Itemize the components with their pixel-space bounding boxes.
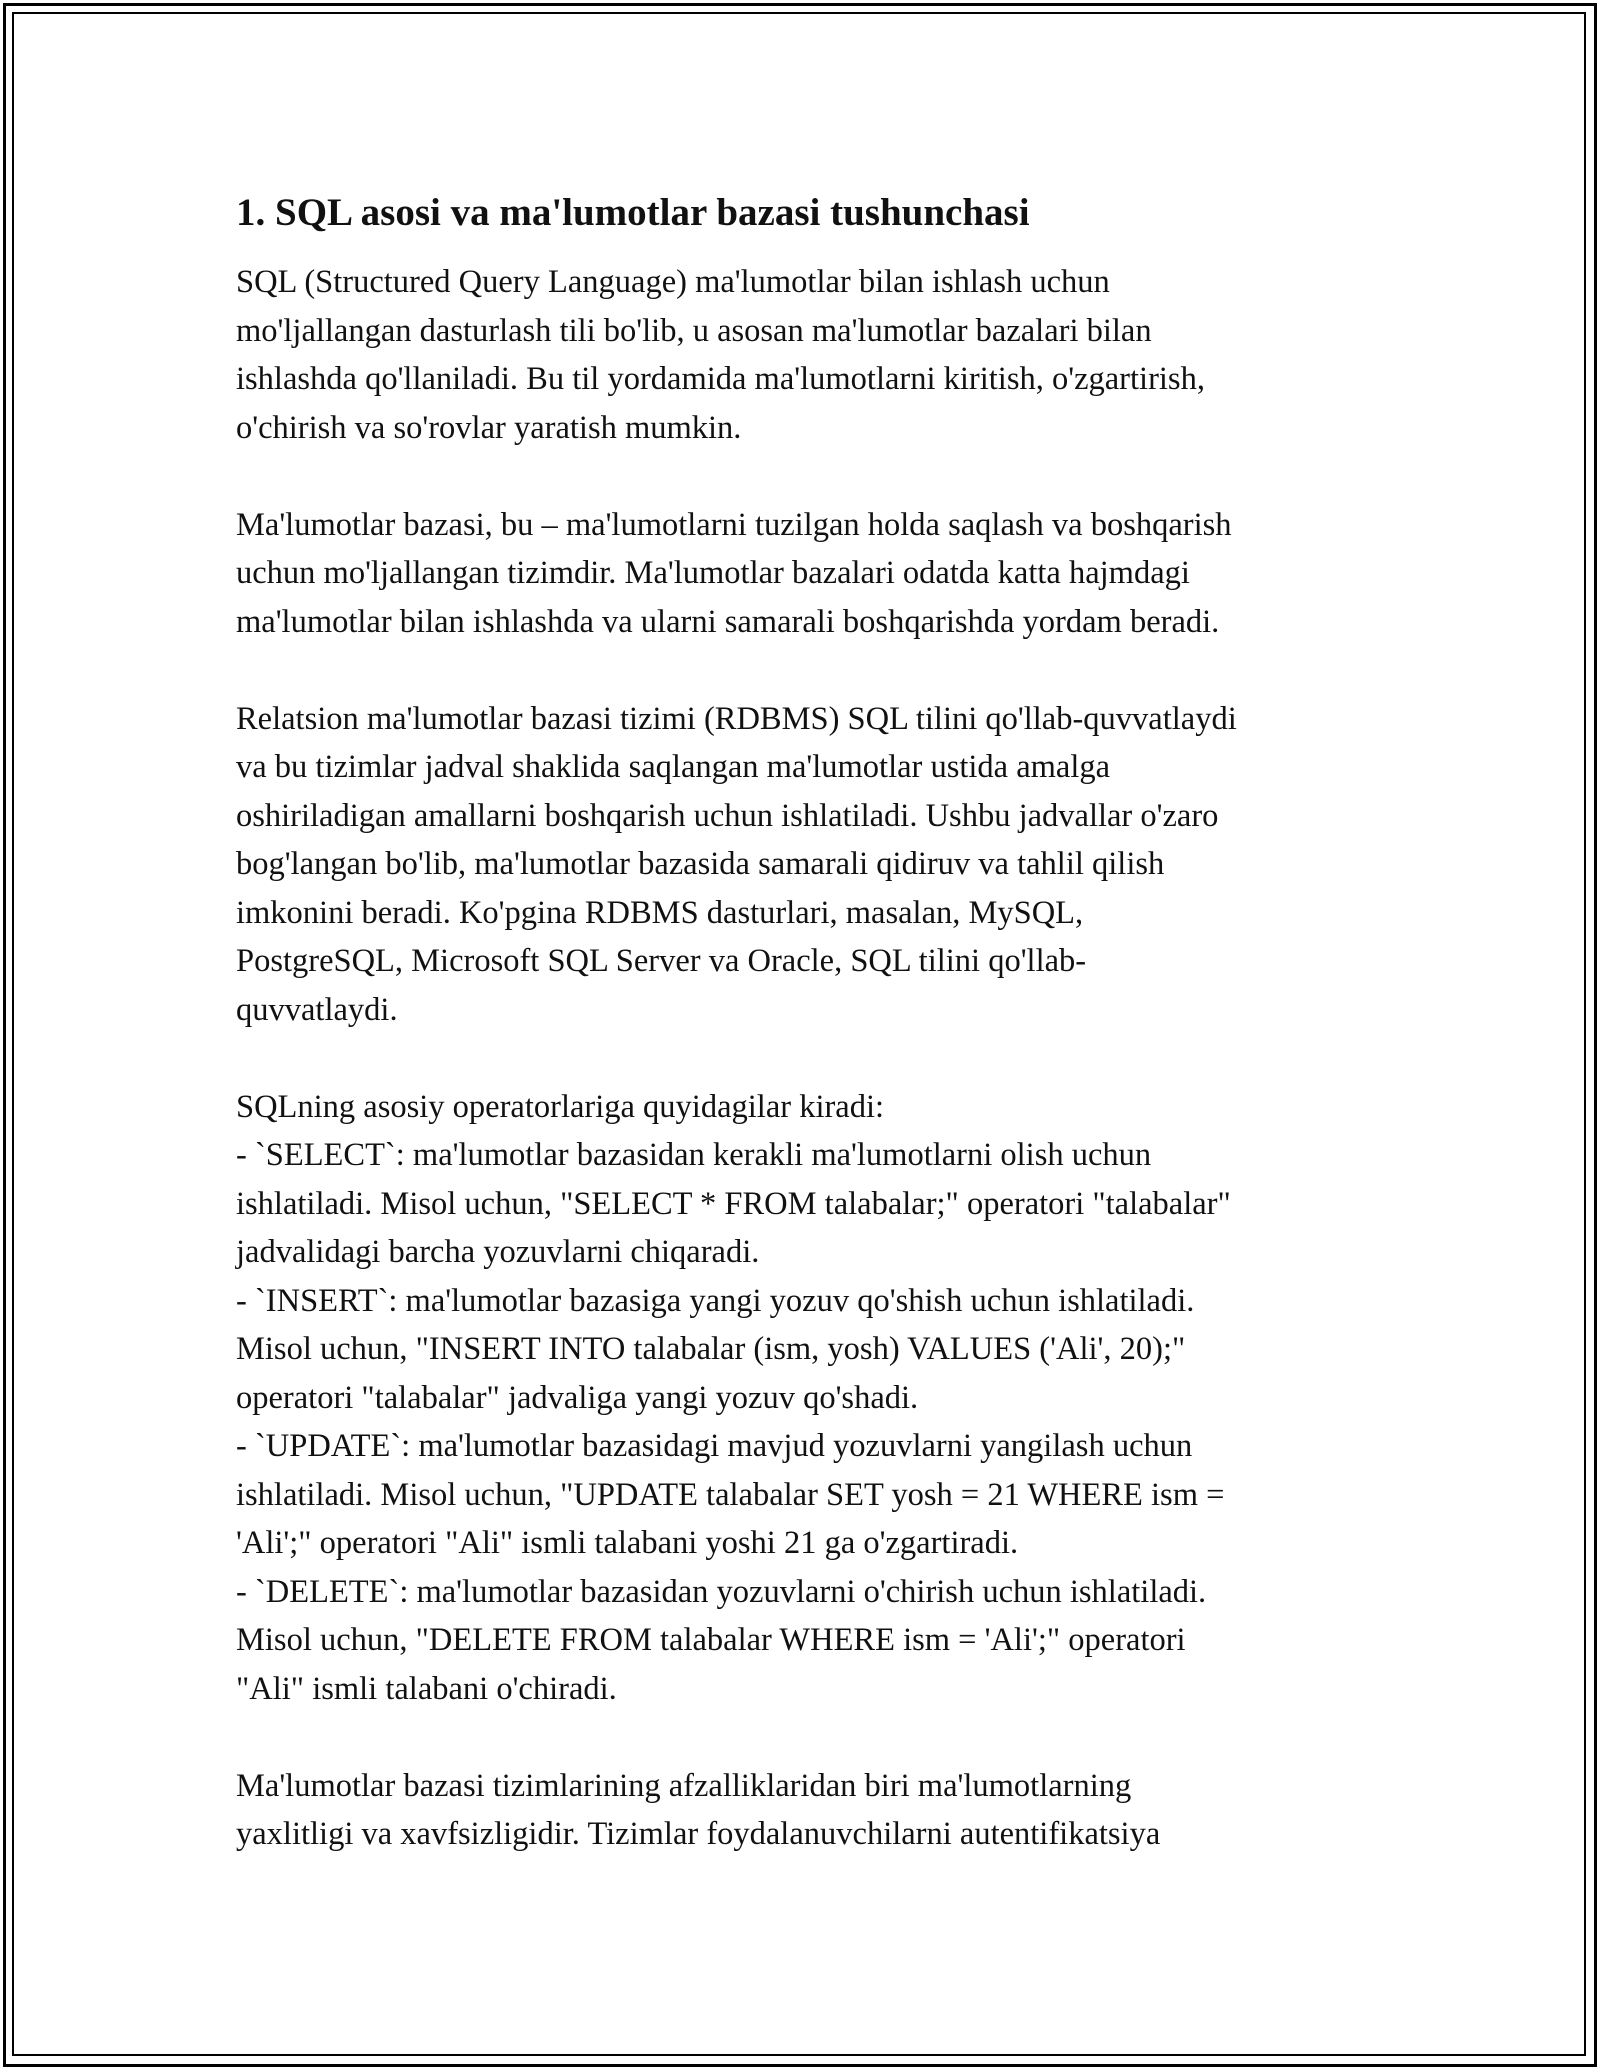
text-line: Relatsion ma'lumotlar bazasi tizimi (RDBMS) SQL tilini qo'llab-quvvatlaydi <box>236 700 1237 737</box>
text-line: - `UPDATE`: ma'lumotlar bazasidagi mavjud yozuvlarni yangilash uchun <box>236 1428 1193 1464</box>
text-line: o'chirish va so'rovlar yaratish mumkin. <box>236 409 742 446</box>
text-line: oshiriladigan amallarni boshqarish uchun ishlatiladi. Ushbu jadvallar o'zaro <box>236 797 1219 834</box>
text-line: Misol uchun, "INSERT INTO talabalar (ism, yosh) VALUES ('Ali', 20);" <box>236 1331 1186 1367</box>
text-line: SQL (Structured Query Language) ma'lumotlar bilan ishlash uchun <box>236 264 1110 300</box>
text-line: - `INSERT`: ma'lumotlar bazasiga yangi yozuv qo'shish uchun ishlatiladi. <box>236 1282 1195 1319</box>
text-line: - `DELETE`: ma'lumotlar bazasidan yozuvlarni o'chirish uchun ishlatiladi. <box>236 1573 1207 1610</box>
text-line: Misol uchun, "DELETE FROM talabalar WHERE ism = 'Ali';" operatori <box>236 1622 1186 1658</box>
text-line: ishlashda qo'llaniladi. Bu til yordamida ma'lumotlarni kiritish, o'zgartirish, <box>236 361 1205 397</box>
text-line: bog'langan bo'lib, ma'lumotlar bazasida samarali qidiruv va tahlil qilish <box>236 846 1165 882</box>
text-line: PostgreSQL, Microsoft SQL Server va Oracle, SQL tilini qo'llab- <box>236 943 1087 979</box>
paragraph-advantages <box>236 1762 1386 1859</box>
text-line: yaxlitligi va xavfsizligidir. Tizimlar foydalanuvchilarni autentifikatsiya <box>236 1816 1161 1852</box>
text-line: - `SELECT`: ma'lumotlar bazasidan kerakli ma'lumotlarni olish uchun <box>236 1137 1152 1173</box>
document-page <box>236 186 1386 1907</box>
text-line: imkonini beradi. Ko'pgina RDBMS dasturlari, masalan, MySQL, <box>236 894 1084 931</box>
text-line: mo'ljallangan dasturlash tili bo'lib, u asosan ma'lumotlar bazalari bilan <box>236 312 1152 349</box>
text-line: Ma'lumotlar bazasi tizimlarining afzalliklaridan biri ma'lumotlarning <box>236 1767 1132 1804</box>
text-line: Ma'lumotlar bazasi, bu – ma'lumotlarni tuzilgan holda saqlash va boshqarish <box>236 506 1232 543</box>
text-line: ma'lumotlar bilan ishlashda va ularni samarali boshqarishda yordam beradi. <box>236 603 1220 640</box>
paragraph-sql-intro <box>236 258 1386 452</box>
text-line: va bu tizimlar jadval shaklida saqlangan ma'lumotlar ustida amalga <box>236 749 1111 785</box>
text-line: operatori "talabalar" jadvaliga yangi yozuv qo'shadi. <box>236 1379 919 1416</box>
text-line: uchun mo'ljallangan tizimdir. Ma'lumotlar bazalari odatda katta hajmdagi <box>236 555 1190 591</box>
paragraph-sql-operators <box>236 1083 1386 1714</box>
section-heading: 1. SQL asosi va ma'lumotlar bazasi tushunchasi <box>236 191 1030 234</box>
paragraph-database-definition <box>236 501 1386 647</box>
text-line: SQLning asosiy operatorlariga quyidagilar kiradi: <box>236 1088 885 1125</box>
paragraph-rdbms <box>236 695 1386 1035</box>
text-line: ishlatiladi. Misol uchun, "SELECT * FROM talabalar;" operatori "talabalar" <box>236 1185 1231 1222</box>
text-line: quvvatlaydi. <box>236 991 398 1028</box>
text-line: jadvalidagi barcha yozuvlarni chiqaradi. <box>236 1234 760 1270</box>
text-line: "Ali" ismli talabani o'chiradi. <box>236 1670 617 1707</box>
text-line: 'Ali';" operatori "Ali" ismli talabani yoshi 21 ga o'zgartiradi. <box>236 1525 1019 1561</box>
text-line: ishlatiladi. Misol uchun, "UPDATE talabalar SET yosh = 21 WHERE ism = <box>236 1476 1225 1513</box>
